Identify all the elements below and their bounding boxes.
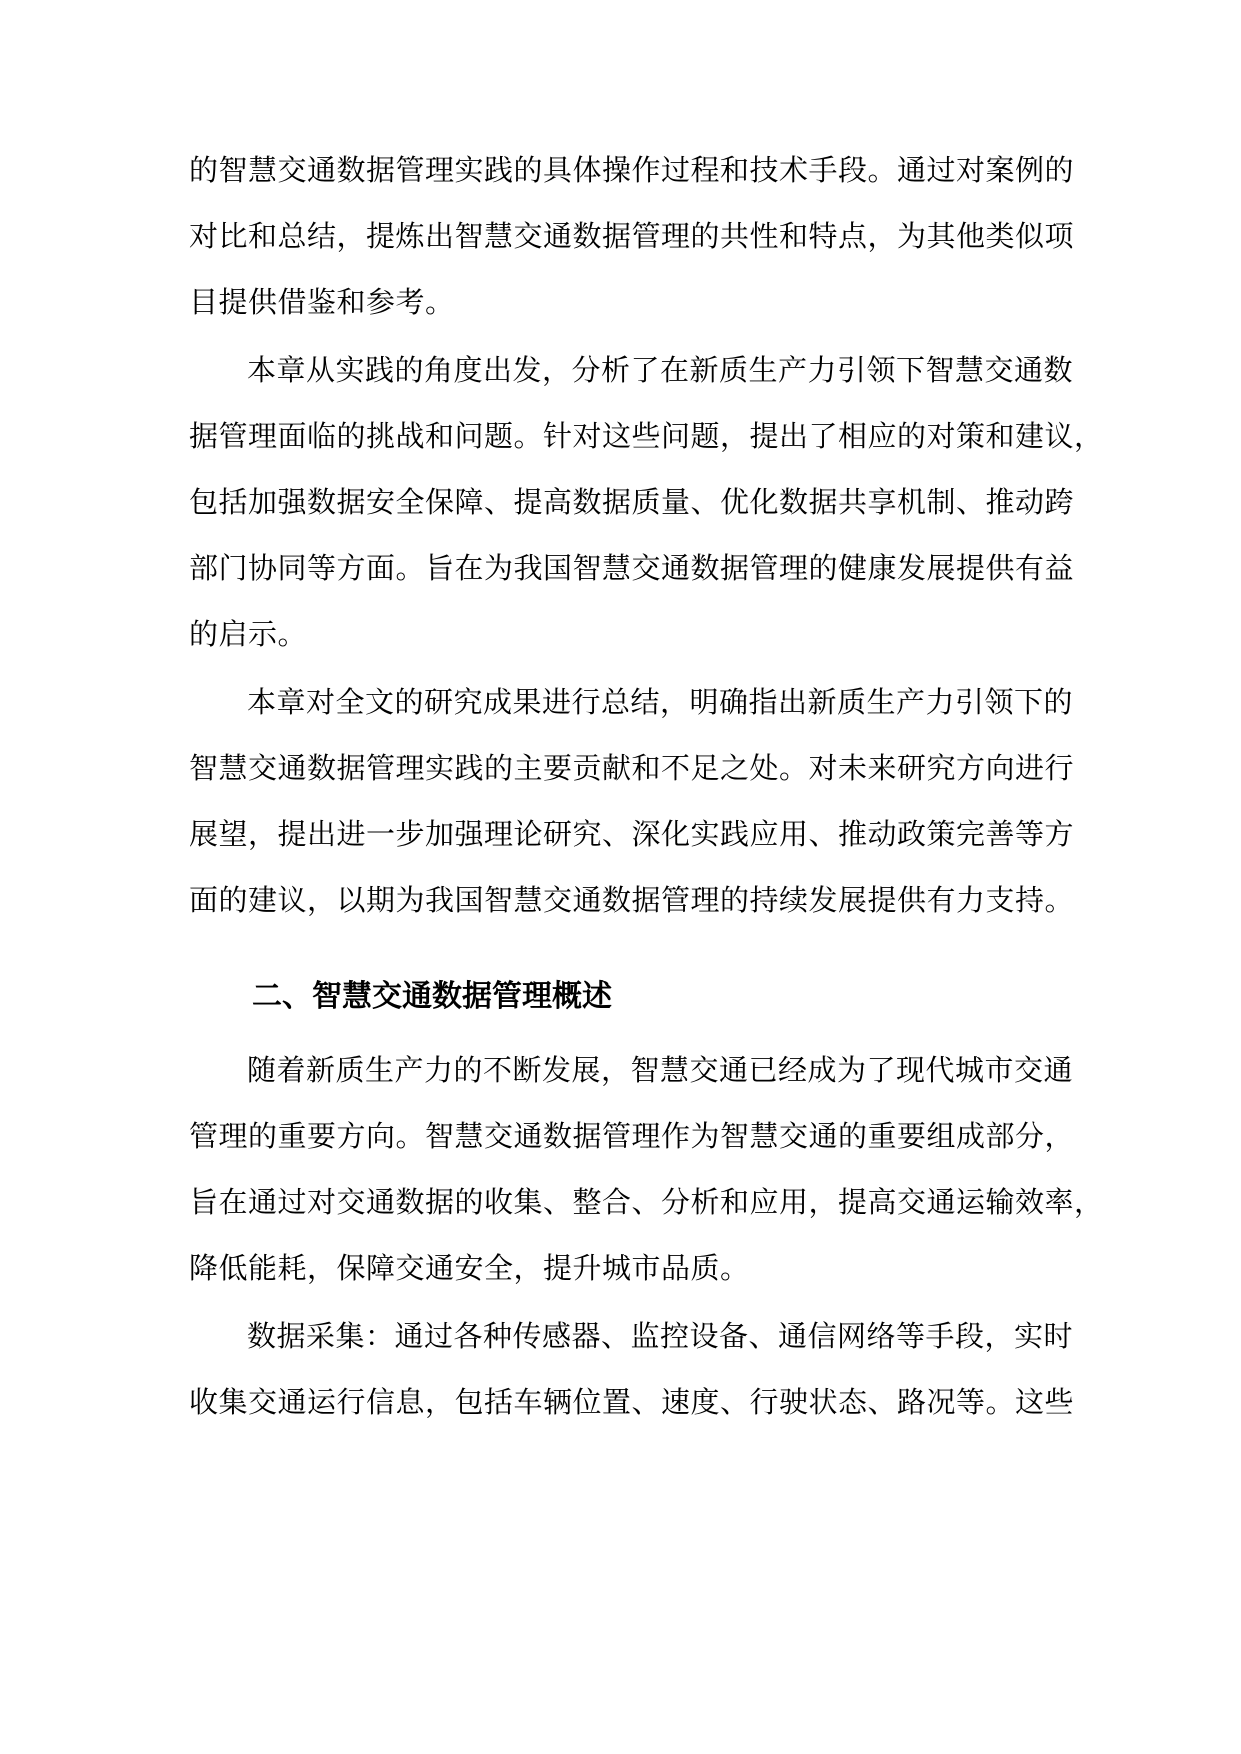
- paragraph-2-line-3: 包括加强数据安全保障、提高数据质量、优化数据共享机制、推动跨: [189, 485, 1075, 519]
- paragraph-3-line-1: 本章对全文的研究成果进行总结，明确指出新质生产力引领下的: [247, 685, 1074, 719]
- paragraph-2-line-4: 部门协同等方面。旨在为我国智慧交通数据管理的健康发展提供有益: [189, 551, 1075, 585]
- paragraph-5-line-1: 数据采集：通过各种传感器、监控设备、通信网络等手段，实时: [247, 1319, 1074, 1353]
- paragraph-1-line-3: 目提供借鉴和参考。: [189, 285, 455, 319]
- paragraph-1-line-2: 对比和总结，提炼出智慧交通数据管理的共性和特点，为其他类似项: [189, 219, 1075, 253]
- paragraph-2-line-2: 据管理面临的挑战和问题。针对这些问题，提出了相应的对策和建议，: [189, 419, 1104, 453]
- paragraph-4-line-4: 降低能耗，保障交通安全，提升城市品质。: [189, 1251, 750, 1285]
- paragraph-2-line-1: 本章从实践的角度出发，分析了在新质生产力引领下智慧交通数: [247, 353, 1074, 387]
- paragraph-1-line-1: 的智慧交通数据管理实践的具体操作过程和技术手段。通过对案例的: [189, 153, 1075, 187]
- paragraph-4-line-1: 随着新质生产力的不断发展，智慧交通已经成为了现代城市交通: [247, 1053, 1074, 1087]
- paragraph-4-line-2: 管理的重要方向。智慧交通数据管理作为智慧交通的重要组成部分，: [189, 1119, 1075, 1153]
- paragraph-3-line-3: 展望，提出进一步加强理论研究、深化实践应用、推动政策完善等方: [189, 817, 1075, 851]
- paragraph-3-line-2: 智慧交通数据管理实践的主要贡献和不足之处。对未来研究方向进行: [189, 751, 1075, 785]
- paragraph-5-line-2: 收集交通运行信息，包括车辆位置、速度、行驶状态、路况等。这些: [189, 1385, 1075, 1419]
- paragraph-3-line-4: 面的建议，以期为我国智慧交通数据管理的持续发展提供有力支持。: [189, 883, 1075, 917]
- section-heading: 二、智慧交通数据管理概述: [252, 979, 612, 1014]
- paragraph-2-line-5: 的启示。: [189, 617, 308, 651]
- paragraph-4-line-3: 旨在通过对交通数据的收集、整合、分析和应用，提高交通运输效率，: [189, 1185, 1104, 1219]
